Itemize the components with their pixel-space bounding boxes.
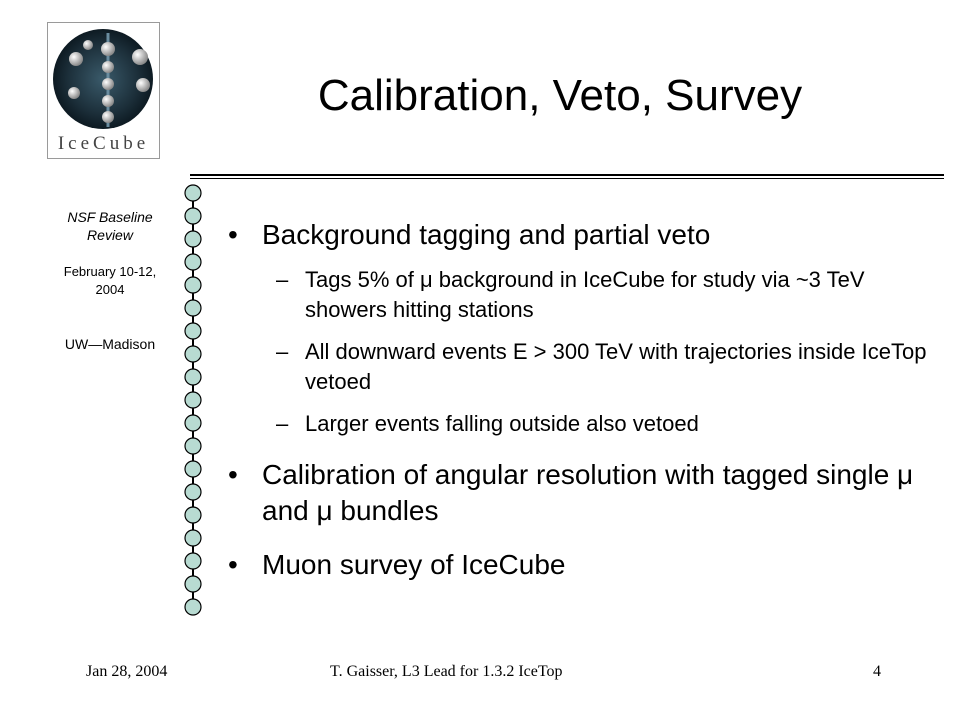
sub-bullet-larger	[228, 409, 928, 439]
icecube-logo	[47, 22, 160, 159]
bead-icon	[185, 231, 201, 247]
sub-bullet-tags	[228, 265, 928, 325]
slide-title: Calibration, Veto, Survey	[317, 71, 803, 120]
bead-icon	[185, 323, 201, 339]
sub-bullet-dash: –	[276, 267, 289, 292]
sidebar-event-line2: Review	[87, 227, 133, 243]
sub-bullet-larger-text: Larger events falling outside also vetoed	[305, 411, 699, 436]
slide-body	[228, 217, 928, 583]
sidebar-event-line1: NSF Baseline	[67, 209, 153, 225]
sub-bullet-downward-text: All downward events E > 300 TeV with trajectories inside IceTop vetoed	[305, 339, 927, 394]
sub-bullet-dash: –	[276, 411, 289, 436]
bead-icon	[185, 185, 201, 201]
bead-icon	[185, 392, 201, 408]
bullet-background-tagging: • Background tagging and partial veto	[228, 217, 928, 253]
footer-presenter: T. Gaisser, L3 Lead for 1.3.2 IceTop	[330, 663, 563, 680]
footer-page-number: 4	[873, 663, 881, 680]
bullet-muon-survey: • Muon survey of IceCube	[228, 547, 928, 583]
sidebar-dates	[40, 263, 180, 299]
bullet-calibration: • Calibration of angular resolution with tagged single μ and μ bundles	[228, 457, 928, 529]
bead-icon	[185, 415, 201, 431]
bead-icon	[185, 576, 201, 592]
bead-string-decoration	[178, 182, 208, 622]
title-rule-thin	[190, 178, 944, 179]
title-rule	[190, 174, 944, 176]
bead-icon	[185, 530, 201, 546]
bead-icon	[185, 254, 201, 270]
bead-icon	[185, 484, 201, 500]
bead-icon	[185, 300, 201, 316]
bead-icon	[185, 346, 201, 362]
sub-bullet-downward	[228, 337, 928, 397]
icecube-globe-icon	[48, 23, 159, 135]
sidebar-dates-line2: 2004	[95, 282, 125, 297]
bead-icon	[185, 507, 201, 523]
bead-icon	[185, 461, 201, 477]
logo-wordmark: IceCube	[57, 133, 150, 154]
sub-bullet-tags-text: Tags 5% of μ background in IceCube for study via ~3 TeV showers hitting stations	[305, 267, 865, 322]
sidebar-dates-line1: February 10-12,	[63, 264, 157, 279]
bead-icon	[185, 369, 201, 385]
sidebar-location: UW—Madison	[64, 336, 156, 352]
bead-icon	[185, 599, 201, 615]
bead-icon	[185, 438, 201, 454]
bead-icon	[185, 277, 201, 293]
sub-bullet-dash: –	[276, 339, 289, 364]
footer-date: Jan 28, 2004	[86, 663, 168, 680]
bead-icon	[185, 208, 201, 224]
bead-icon	[185, 553, 201, 569]
sidebar-event	[40, 208, 180, 244]
